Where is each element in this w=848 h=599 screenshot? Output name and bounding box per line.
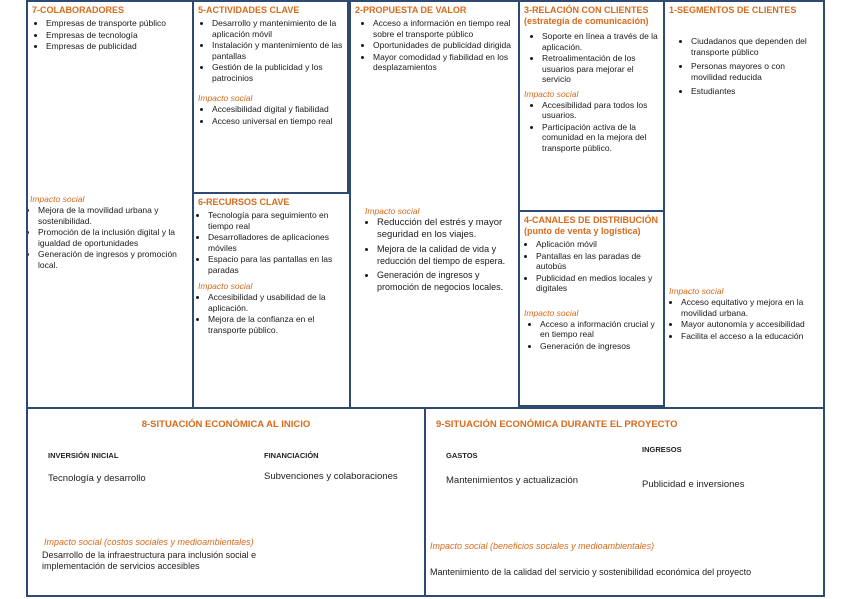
canales-list bbox=[524, 239, 663, 294]
colaboradores-list bbox=[34, 18, 192, 52]
section-recursos bbox=[192, 194, 349, 407]
list-item: • Estudiantes bbox=[691, 86, 819, 97]
impact-label: Impacto social bbox=[198, 281, 253, 291]
list-item: • Empresas de transporte público bbox=[46, 18, 188, 29]
list-item: • Publicidad en medios locales y digitales bbox=[536, 273, 659, 294]
list-item: • Aplicación móvil bbox=[536, 239, 659, 250]
section-segmentos bbox=[665, 0, 825, 407]
impact-label: Impacto social (beneficios sociales y medioambientales) bbox=[430, 541, 655, 551]
section-title: 2-PROPUESTA DE VALOR bbox=[355, 5, 467, 15]
list-item: • Acceso equitativo y mejora en la movilidad urbana. bbox=[681, 297, 819, 318]
list-item: • Empresas de tecnología bbox=[46, 30, 188, 41]
list-item: • Tecnología para seguimiento en tiempo real bbox=[208, 210, 345, 231]
inversion-label: INVERSIÓN INICIAL bbox=[48, 451, 119, 460]
propuesta-list bbox=[361, 18, 518, 73]
section-title: 9-SITUACIÓN ECONÓMICA DURANTE EL PROYECTO bbox=[436, 419, 678, 430]
segmentos-list bbox=[679, 36, 823, 97]
list-item: • Acceso a información crucial y en tiempo real bbox=[540, 319, 659, 340]
list-item: • Mejora de la calidad de vida y reducción del tiempo de espera. bbox=[377, 244, 514, 267]
impact-label: Impacto social bbox=[198, 93, 253, 103]
impact-label: Impacto social (costos sociales y medioambientales) bbox=[44, 537, 254, 547]
inversion-value: Tecnología y desarrollo bbox=[48, 473, 146, 484]
list-item: • Espacio para las pantallas en las paradas bbox=[208, 254, 345, 275]
section-situacion-inicio bbox=[26, 407, 426, 597]
ingresos-label: INGRESOS bbox=[642, 445, 682, 454]
impact-label: Impacto social bbox=[524, 307, 579, 318]
actividades-impact-list bbox=[200, 104, 347, 126]
list-item: • Instalación y mantenimiento de las pantallas bbox=[212, 40, 343, 61]
section-title: 4-CANALES DE DISTRIBUCIÓN (punto de venta y logística) bbox=[524, 215, 659, 236]
impact-label: Impacto social bbox=[365, 206, 420, 216]
list-item: • Generación de ingresos y promoción de negocios locales. bbox=[377, 270, 514, 293]
gastos-value: Mantenimientos y actualización bbox=[446, 475, 579, 486]
recursos-impact-list bbox=[196, 292, 349, 335]
colaboradores-impact-list bbox=[28, 205, 192, 270]
section-title: 6-RECURSOS CLAVE bbox=[198, 197, 290, 207]
list-item: • Oportunidades de publicidad dirigida bbox=[373, 40, 514, 51]
list-item: • Mejora de la movilidad urbana y sostenibilidad. bbox=[38, 205, 188, 226]
section-canales bbox=[518, 210, 665, 407]
list-item: • Generación de ingresos y promoción local. bbox=[38, 249, 188, 270]
ingresos-value: Publicidad e inversiones bbox=[642, 479, 745, 490]
relacion-impact-list bbox=[530, 100, 663, 154]
canales-impact-list bbox=[528, 319, 663, 352]
list-item: • Participación activa de la comunidad en la mejora del transporte público. bbox=[542, 122, 659, 154]
propuesta-impact-list bbox=[365, 217, 518, 293]
list-item: • Mejora de la confianza en el transporte público. bbox=[208, 314, 345, 335]
list-item: • Accesibilidad para todos los usuarios. bbox=[542, 100, 659, 121]
section-title: 1-SEGMENTOS DE CLIENTES bbox=[669, 5, 797, 15]
list-item: • Promoción de la inclusión digital y la igualdad de oportunidades bbox=[38, 227, 188, 248]
section-relacion bbox=[518, 0, 665, 212]
section-title: 8-SITUACIÓN ECONÓMICA AL INICIO bbox=[141, 419, 311, 430]
impact-label: Impacto social bbox=[524, 88, 579, 99]
list-item: • Retroalimentación de los usuarios para mejorar el servicio bbox=[542, 53, 659, 85]
actividades-list bbox=[200, 18, 347, 83]
list-item: • Desarrollo y mantenimiento de la aplicación móvil bbox=[212, 18, 343, 39]
section-situacion-proyecto bbox=[424, 407, 825, 597]
list-item: • Desarrolladores de aplicaciones móviles bbox=[208, 232, 345, 253]
list-item: • Reducción del estrés y mayor seguridad en los viajes. bbox=[377, 217, 514, 241]
list-item: • Mayor comodidad y fiabilidad en los desplazamientos bbox=[373, 52, 514, 73]
financiacion-label: FINANCIACIÓN bbox=[264, 451, 319, 460]
list-item: • Personas mayores o con movilidad reducida bbox=[691, 61, 819, 82]
recursos-list bbox=[196, 210, 349, 275]
impact-text: Mantenimiento de la calidad del servicio y sostenibilidad económica del proyecto bbox=[430, 567, 752, 577]
list-item: • Mayor autonomía y accesibilidad bbox=[681, 319, 819, 330]
impact-label: Impacto social bbox=[30, 194, 85, 204]
section-title: 3-RELACIÓN CON CLIENTES (estrategia de comunicación) bbox=[524, 5, 649, 26]
relacion-list bbox=[530, 31, 663, 85]
list-item: • Ciudadanos que dependen del transporte público bbox=[691, 36, 819, 57]
section-title: 5-ACTIVIDADES CLAVE bbox=[198, 5, 300, 15]
list-item: • Facilita el acceso a la educación bbox=[681, 331, 819, 342]
list-item: • Pantallas en las paradas de autobús bbox=[536, 251, 659, 272]
list-item: • Generación de ingresos bbox=[540, 341, 659, 352]
financiacion-value: Subvenciones y colaboraciones bbox=[264, 471, 398, 482]
list-item: • Accesibilidad y usabilidad de la aplicación. bbox=[208, 292, 345, 313]
list-item: • Gestión de la publicidad y los patrocinios bbox=[212, 62, 343, 83]
section-title: 7-COLABORADORES bbox=[32, 5, 125, 15]
segmentos-impact-list bbox=[669, 297, 823, 341]
impact-text: Desarrollo de la infraestructura para inclusión social e implementación de servicios accesibles bbox=[42, 550, 257, 571]
list-item: • Acceso a información en tiempo real sobre el transporte público bbox=[373, 18, 514, 39]
impact-label: Impacto social bbox=[669, 286, 724, 296]
gastos-label: GASTOS bbox=[446, 451, 478, 460]
list-item: • Empresas de publicidad bbox=[46, 41, 188, 52]
list-item: • Acceso universal en tiempo real bbox=[212, 116, 343, 127]
section-actividades bbox=[192, 0, 349, 194]
list-item: • Soporte en línea a través de la aplicación. bbox=[542, 31, 659, 52]
section-propuesta bbox=[349, 0, 518, 407]
section-colaboradores bbox=[26, 0, 192, 407]
list-item: • Accesibilidad digital y fiabilidad bbox=[212, 104, 343, 115]
